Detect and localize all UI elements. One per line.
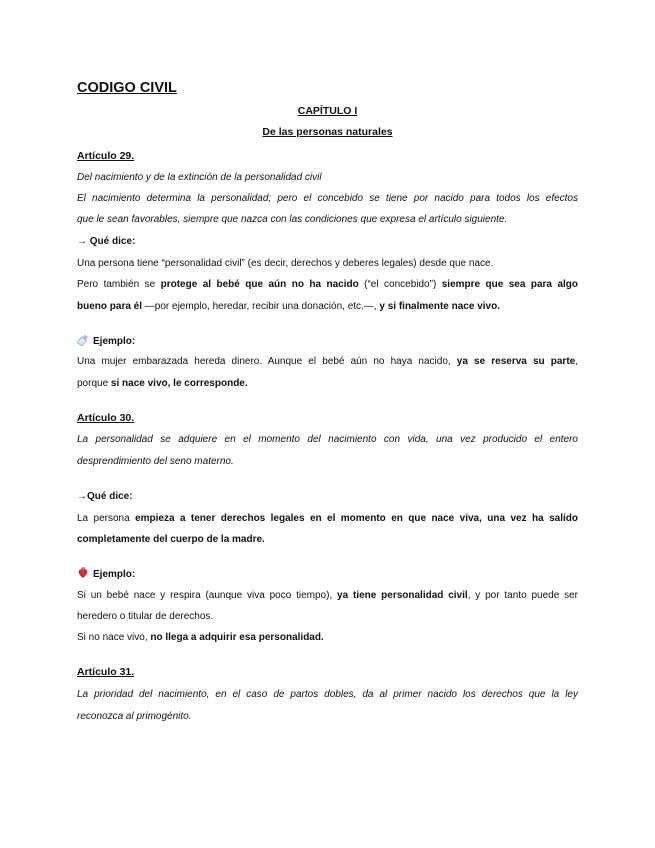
article-30-heading: Artículo 30.	[77, 412, 135, 424]
article-30-text-line: La personalidad se adquiere en el momento del nacimiento con vida, una vez producido el entero	[77, 434, 578, 445]
article-30-example-line: heredero o titular de derechos.	[77, 611, 214, 622]
article-29-heading: Artículo 29.	[77, 150, 135, 162]
article-29-example-line: porque si nace vivo, le corresponde.	[77, 378, 248, 389]
article-30-explanation-line: La persona empieza a tener derechos legales en el momento en que nace viva, una vez ha salido	[77, 513, 578, 524]
article-30-text-line: desprendimiento del seno materno.	[77, 456, 234, 467]
chapter-subtitle: De las personas naturales	[262, 126, 393, 138]
article-29-example-line: Una mujer embarazada hereda dinero. Aunque el bebé aún no haya nacido, ya se reserva su parte,	[77, 356, 578, 367]
article-29-text-line: que le sean favorables, siempre que nazca con las condiciones que expresa el artículo siguiente.	[77, 214, 508, 225]
article-30-example-line: Si no nace vivo, no llega a adquirir esa personalidad.	[77, 632, 324, 643]
article-29-que-dice-label: → Qué dice:	[77, 236, 136, 247]
article-29-explanation-line: Pero también se protege al bebé que aún no ha nacido (“el concebido”) siempre que sea para algo	[77, 279, 578, 290]
article-29-explanation-line: Una persona tiene “personalidad civil” (es decir, derechos y deberes legales) desde que nace.	[77, 258, 494, 269]
article-29-explanation-line: bueno para él —por ejemplo, heredar, recibir una donación, etc.—, y si finalmente nace vivo.	[77, 301, 500, 312]
baby-bottle-icon	[77, 334, 89, 350]
article-29-example-label: Ejemplo:	[93, 336, 136, 347]
article-29-example-label-row	[77, 334, 578, 350]
article-30-example-label-row	[77, 567, 578, 583]
article-31-text-line: La prioridad del nacimiento, en el caso de partos dobles, da al primer nacido los derechos que la ley	[77, 689, 578, 700]
article-31-text-line: reconozca al primogénito.	[77, 711, 192, 722]
article-30-example-line: Si un bebé nace y respira (aunque viva poco tiempo), ya tiene personalidad civil, y por tanto puede ser	[77, 590, 578, 601]
article-29-text-line: El nacimiento determina la personalidad; pero el concebido se tiene por nacido para todos los efectos	[77, 193, 578, 204]
article-29-subtitle: Del nacimiento y de la extinción de la personalidad civil	[77, 172, 322, 183]
chapter-heading: CAPÍTULO I	[297, 105, 358, 117]
article-30-explanation-line: completamente del cuerpo de la madre.	[77, 534, 265, 545]
article-30-que-dice-label: →Qué dice:	[77, 491, 133, 502]
anatomical-heart-icon	[77, 567, 89, 583]
article-31-heading: Artículo 31.	[77, 666, 135, 678]
document-title: CODIGO CIVIL	[77, 80, 177, 96]
article-30-example-label: Ejemplo:	[93, 569, 136, 580]
